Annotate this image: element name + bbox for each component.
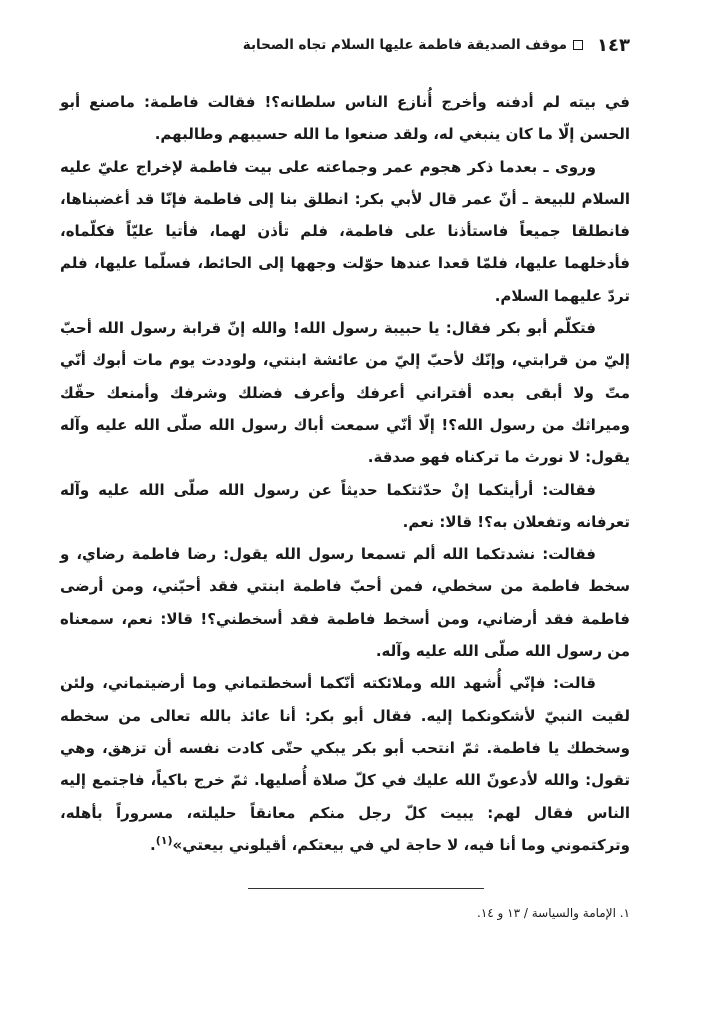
running-header <box>62 30 630 60</box>
paragraph: وروى ـ بعدما ذكر هجوم عمر وجماعته على بيت فاطمة لإخراج عليّ عليه السلام للبيعة ـ أنّ عمر قال لأبي بكر: انطلق بنا إلى فاطمة فإنّا قد أغضبناها، فانطلقا جميعاً فاستأذنا على فاطمة، فلم تأذن لهما، فأتيا عليّاً فكلّماه، فأدخلهما عليها، فلمّا قعدا عندها حوّلت وجهها إلى الحائط، فسلّما عليها، فلم تردّ عليهما السلام. <box>60 157 630 305</box>
paragraph: في بيته لم أدفنه وأخرج أُنازع الناس سلطانه؟! فقالت فاطمة: ماصنع أبو الحسن إلّا ما كان ينبغي له، ولقد صنعوا ما الله حسيبهم وطالبهم. <box>60 93 630 144</box>
running-title: موقف الصديقة فاطمة عليها السلام تجاه الصحابة <box>242 37 568 53</box>
page-number: ١٤٣ <box>597 34 630 56</box>
footnote-marker: (١) <box>155 833 173 847</box>
paragraph: فقالت: نشدتكما الله ألم تسمعا رسول الله يقول: رضا فاطمة رضاي، و سخط فاطمة من سخطي، فمن أحبّ فاطمة ابنتي فقد أحبّني، ومن أرضى فاطمة فقد أرضاني، ومن أسخط فاطمة فقد أسخطني؟! قالا: نعم، سمعناه من رسول الله صلّى الله عليه وآله. <box>60 545 630 661</box>
square-separator-icon <box>573 40 583 50</box>
paragraph: قالت: فإنّي أُشهد الله وملائكته أنّكما أسخطتماني وما أرضيتماني، ولئن لقيت النبيّ لأشكونكما إليه. فقال أبو بكر: أنا عائذ بالله تعالى من سخطه وسخطك يا فاطمة. ثمّ انتحب أبو بكر يبكي حتّى كادت نفسه أن تزهق، وهي تقول: والله لأدعونّ الله عليك في كلّ صلاة أُصليها. ثمّ خرج باكياً، فاجتمع إليه الناس فقال لهم: يبيت كلّ رجل منكم معانقاً حليلته، مسروراً بأهله، وتركتموني وما أنا فيه، لا حاجة لي في بيعتكم، أقيلوني بيعتي»$^{(١)}$. <box>60 674 630 854</box>
paragraph: فتكلّم أبو بكر فقال: يا حبيبة رسول الله! والله إنّ قرابة رسول الله أحبّ إليّ من قرابتي، وإنّك لأحبّ إليّ من عائشة ابنتي، ولوددت يوم مات أبوك أنّي متّ ولا أبقى بعده أفتراني أعرفك وأعرف فضلك وشرفك وأمنعك حقّك وميراثك من رسول الله؟! إلّا أنّي سمعت أباك رسول الله صلّى الله عليه وآله يقول: لا نورث ما تركناه فهو صدقة. <box>60 319 630 467</box>
footnote-divider <box>248 888 484 889</box>
footnote: ١. الإمامة والسياسة / ١٣ و ١٤. <box>477 906 630 920</box>
paragraph-text: قالت: فإنّي أُشهد الله وملائكته أنّكما أسخطتماني وما أرضيتماني، ولئن لقيت النبيّ لأشكونكما إليه. فقال أبو بكر: أنا عائذ بالله تعالى من سخطه وسخطك يا فاطمة. ثمّ انتحب أبو بكر يبكي حتّى كادت نفسه أن تزهق، وهي تقول: والله لأدعونّ الله عليك في كلّ صلاة أُصليها. ثمّ خرج باكياً، فاجتمع إليه الناس فقال لهم: يبيت كلّ رجل منكم معانقاً حليلته، مسروراً بأهله، وتركتموني وما أنا فيه، لا حاجة لي في بيعتكم، أقيلوني بيعتي» <box>60 674 630 854</box>
body-text <box>60 86 630 861</box>
paragraph: فقالت: أرأيتكما إنْ حدّثتكما حديثاً عن رسول الله صلّى الله عليه وآله تعرفانه وتفعلان به؟! قالا: نعم. <box>60 480 630 531</box>
